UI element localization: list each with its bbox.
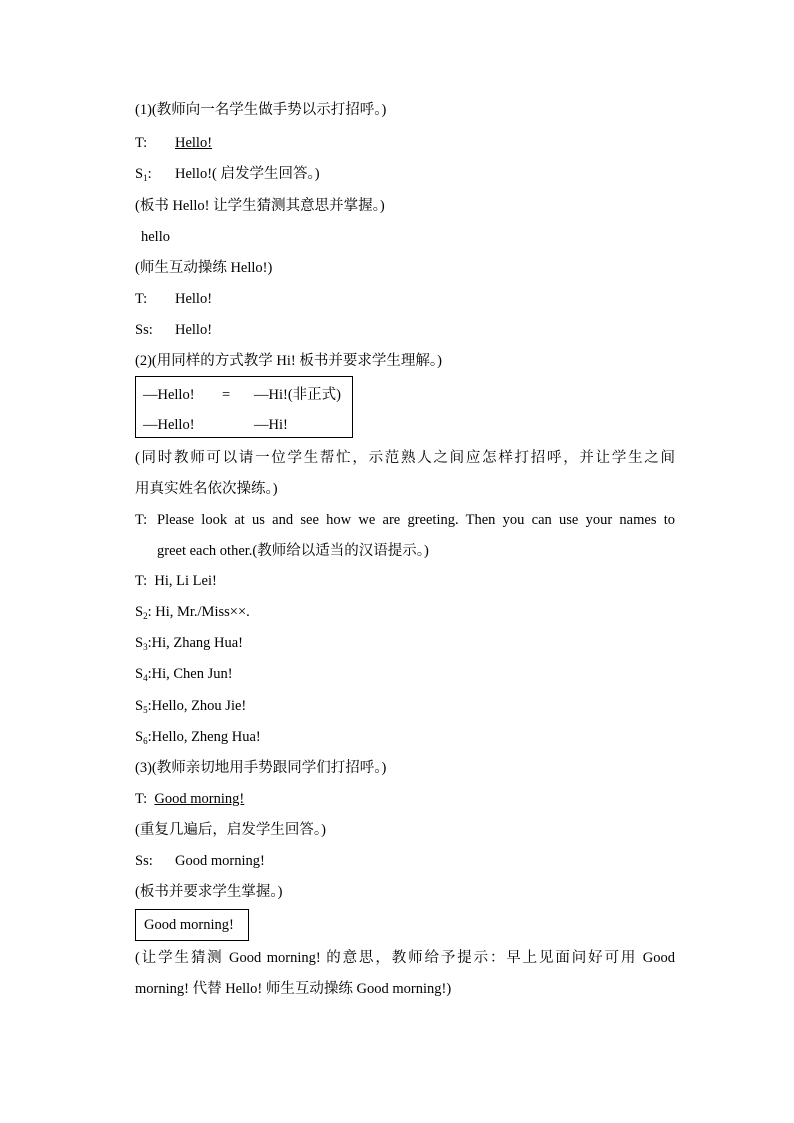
step2-intro: (2)(用同样的方式教学 Hi! 板书并要求学生理解。) xyxy=(135,353,442,369)
speaker-label: T: xyxy=(135,291,148,307)
t-line-hello xyxy=(135,133,216,153)
speaker-label: Ss: xyxy=(135,322,153,338)
t-line-good-morning: T: Good morning! xyxy=(135,791,245,807)
board-box-good-morning: Good morning! xyxy=(135,909,249,941)
dialog-line: $S_5:Hello$, Zhou Jie! xyxy=(135,698,247,715)
t-line-2: T: Hello! xyxy=(135,291,213,307)
t-instruction: T: Please look at us and see how we are greeting. Then you can use your names to greet each other.(教师给以适当的汉语提示。) xyxy=(135,512,675,559)
board-note-2: (板书并要求学生掌握。) xyxy=(135,884,283,900)
step1-intro: (1)(教师向一名学生做手势以示打招呼。) xyxy=(135,102,387,118)
dialog-line: $S_3:Hi$, Zhang Hua! xyxy=(135,635,244,652)
speaker-label: $S_1$: xyxy=(135,166,152,183)
ss-line: Ss: Hello! xyxy=(135,322,213,338)
s1-line xyxy=(135,164,320,188)
dialog-line: T: Hi, Li Lei! xyxy=(135,573,217,589)
guess-note: (让学生猜测 Good morning! 的意思，教师给予提示：早上见面问好可用 Good morning! 代替 Hello! 师生互动操练 Good morning!) xyxy=(135,950,675,997)
s1-reply: Hello!( 启发学生回答。) xyxy=(175,166,320,182)
board-word: hello xyxy=(141,229,170,245)
board-box-hi: —Hello! = —Hi!(非正式) —Hello! —Hi! xyxy=(135,376,353,438)
practice-note: (师生互动操练 Hello!) xyxy=(135,260,273,276)
repeat-note: (重复几遍后，启发学生回答。) xyxy=(135,822,326,838)
dialog-line: $S_6:Hello$, Zheng Hua! xyxy=(135,729,261,746)
speaker-label: T: xyxy=(135,135,148,151)
board-note: (板书 Hello! 让学生猜测其意思并掌握。) xyxy=(135,198,385,214)
underlined-hello: Hello! xyxy=(175,135,213,151)
step3-intro: (3)(教师亲切地用手势跟同学们打招呼。) xyxy=(135,760,387,776)
dialog-line: $S_2$: Hi, Mr./Miss××. xyxy=(135,604,250,621)
step2-note: (同时教师可以请一位学生帮忙，示范熟人之间应怎样打招呼，并让学生之间 用真实姓名依次操练。) xyxy=(135,450,675,497)
ss-line-good-morning: Ss: Good morning! xyxy=(135,853,265,869)
dialog-line: $S_4:Hi$, Chen Jun! xyxy=(135,666,233,683)
